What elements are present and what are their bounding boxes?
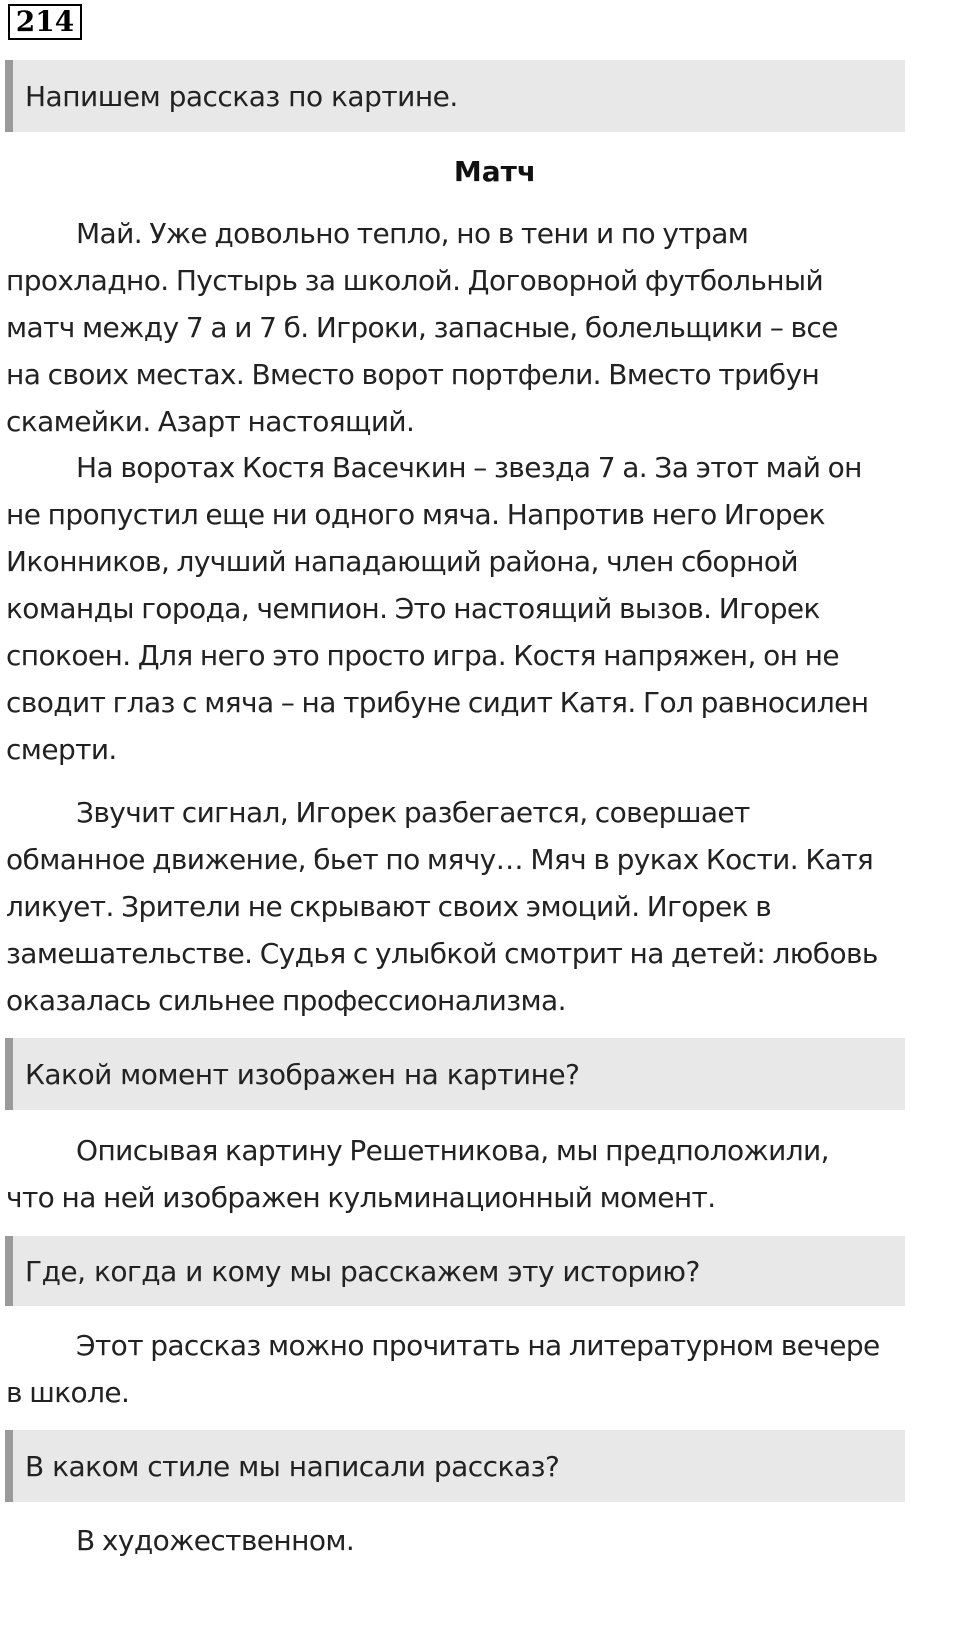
- prompt-which-style: В каком стиле мы написали рассказ?: [5, 1430, 905, 1502]
- answer-which-moment: [6, 1127, 916, 1221]
- prompt-write-story: Напишем рассказ по картине.: [5, 60, 905, 132]
- answer-line: В художественном.: [76, 1524, 355, 1557]
- story-line: команды города, чемпион. Это настоящий вызов. Игорек: [6, 592, 820, 625]
- story-line: смерти.: [6, 733, 117, 766]
- answer-which-style: [6, 1517, 916, 1564]
- story-line: матч между 7 а и 7 б. Игроки, запасные, болельщики – все: [6, 311, 838, 344]
- story-line: На воротах Костя Васечкин – звезда 7 а. За этот май он: [76, 451, 862, 484]
- exercise-number: 214: [8, 4, 82, 40]
- answer-line: что на ней изображен кульминационный момент.: [6, 1181, 716, 1214]
- story-paragraph-2: [6, 444, 916, 773]
- story-line: на своих местах. Вместо ворот портфели. Вместо трибун: [6, 358, 820, 391]
- answer-line: Описывая картину Решетникова, мы предположили,: [76, 1134, 829, 1167]
- story-line: сводит глаз с мяча – на трибуне сидит Катя. Гол равносилен: [6, 686, 869, 719]
- story-line: оказалась сильнее профессионализма.: [6, 984, 566, 1017]
- story-line: Май. Уже довольно тепло, но в тени и по утрам: [76, 217, 749, 250]
- story-line: спокоен. Для него это просто игра. Костя напряжен, он не: [6, 639, 839, 672]
- answer-line: в школе.: [6, 1376, 130, 1409]
- story-line: не пропустил еще ни одного мяча. Напротив него Игорек: [6, 498, 825, 531]
- story-paragraph-3: [6, 789, 916, 1024]
- story-line: ликует. Зрители не скрывают своих эмоций. Игорек в: [6, 890, 772, 923]
- story-line: Иконников, лучший нападающий района, член сборной: [6, 545, 798, 578]
- story-line: прохладно. Пустырь за школой. Договорной футбольный: [6, 264, 824, 297]
- story-paragraph-1: [6, 210, 916, 445]
- story-line: скамейки. Азарт настоящий.: [6, 405, 415, 438]
- prompt-which-moment: Какой момент изображен на картине?: [5, 1038, 905, 1110]
- answer-where-when-whom: [6, 1322, 916, 1416]
- story-line: замешательстве. Судья с улыбкой смотрит на детей: любовь: [6, 937, 878, 970]
- story-line: Звучит сигнал, Игорек разбегается, совершает: [76, 796, 750, 829]
- story-line: обманное движение, бьет по мячу… Мяч в руках Кости. Катя: [6, 843, 874, 876]
- prompt-where-when-whom: Где, когда и кому мы расскажем эту историю?: [5, 1236, 905, 1306]
- answer-line: Этот рассказ можно прочитать на литературном вечере: [76, 1329, 880, 1362]
- story-title: Матч: [453, 155, 537, 188]
